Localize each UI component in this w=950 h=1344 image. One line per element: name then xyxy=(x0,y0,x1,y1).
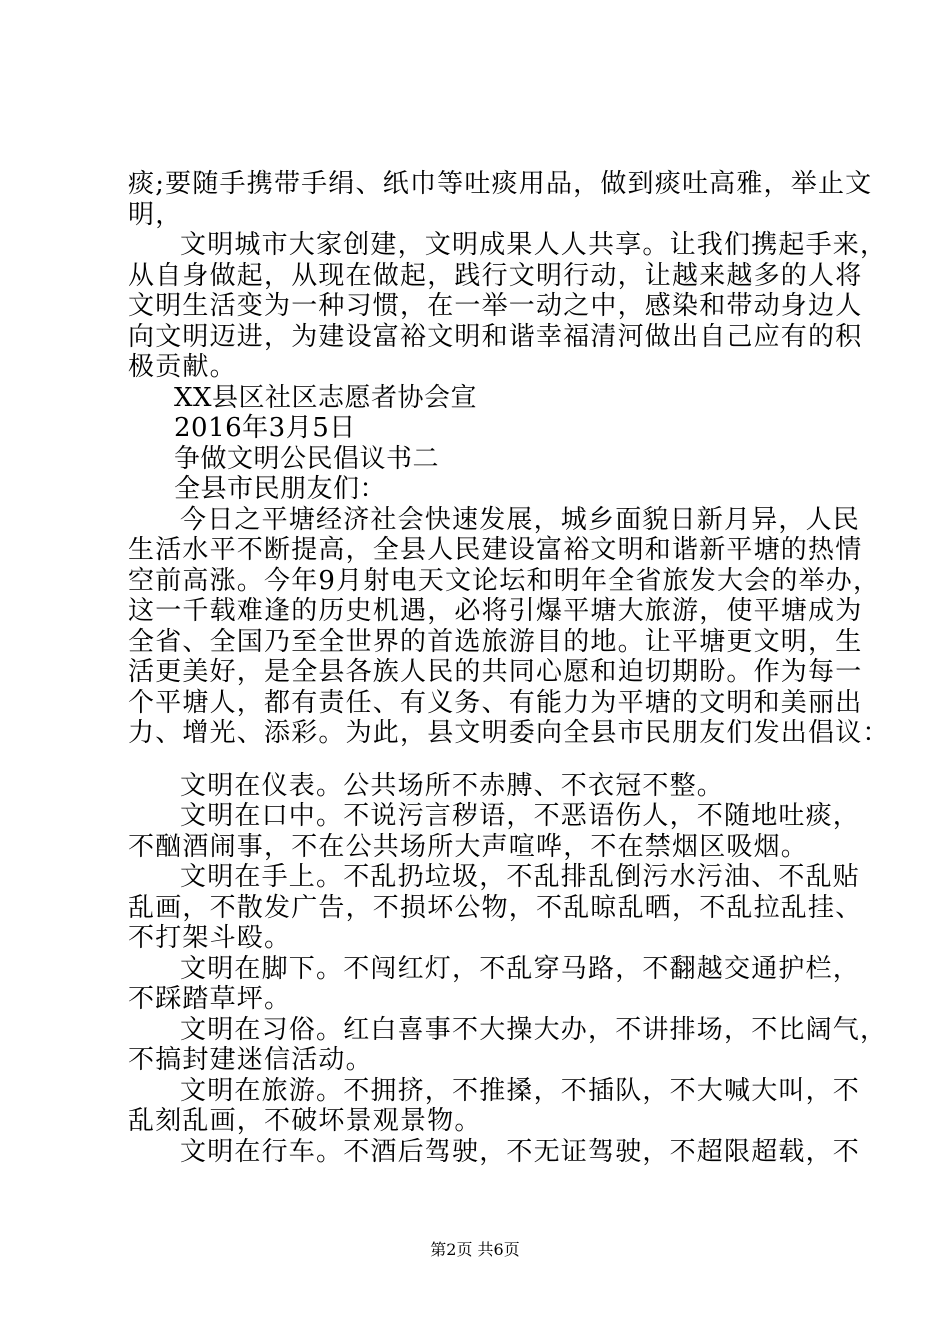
text-line: 不搞封建迷信活动。 xyxy=(128,1045,373,1075)
text-line: 活更美好，是全县各族人民的共同心愿和迫切期盼。作为每一 xyxy=(128,657,863,687)
text-line: 痰;要随手携带手绢、纸巾等吐痰用品，做到痰吐高雅，举止文 xyxy=(128,169,873,199)
proposal-item: 文明在习俗。红白喜事不大操大办，不讲排场，不比阔气， xyxy=(180,1014,888,1045)
proposal-item: 文明在脚下。不闯红灯，不乱穿马路，不翻越交通护栏， xyxy=(180,953,861,984)
salutation: 全县市民朋友们： xyxy=(174,474,387,504)
proposal-item: 文明在手上。不乱扔垃圾，不乱排乱倒污水污油、不乱贴 xyxy=(180,862,861,892)
date-line: 2016年3月5日 xyxy=(174,413,356,443)
text-line: 生活水平不断提高，全县人民建设富裕文明和谐新平塘的热情 xyxy=(128,535,863,565)
text-line: 明， xyxy=(128,199,183,230)
proposal-item: 文明在行车。不酒后驾驶，不无证驾驶，不超限超载，不 xyxy=(180,1136,861,1167)
text-line: 力、增光、添彩。为此，县文明委向全县市民朋友们发出倡议： xyxy=(128,718,890,748)
page-number: 第2页 共6页 xyxy=(430,1240,520,1259)
text-line: 这一千载难逢的历史机遇，必将引爆平塘大旅游，使平塘成为 xyxy=(128,596,863,626)
text-line: 个平塘人，都有责任、有义务、有能力为平塘的文明和美丽出 xyxy=(128,687,863,718)
text-line: 乱画，不散发广告，不损坏公物，不乱晾乱晒，不乱拉乱挂、 xyxy=(128,892,863,923)
text-line: 不打架斗殴。 xyxy=(128,923,292,953)
proposal-item: 文明在口中。不说污言秽语，不恶语伤人，不随地吐痰， xyxy=(180,801,861,831)
text-line: 乱刻乱画，不破坏景观景物。 xyxy=(128,1106,482,1136)
text-line: 全省、全国乃至全世界的首选旅游目的地。让平塘更文明，生 xyxy=(128,626,863,657)
text-line: 不酗酒闹事，不在公共场所大声喧哗，不在禁烟区吸烟。 xyxy=(128,831,809,862)
signature-line: XX县区社区志愿者协会宣 xyxy=(174,382,478,413)
paragraph-gap xyxy=(128,749,838,771)
document-body xyxy=(128,169,890,1167)
paragraph-start: 今日之平塘经济社会快速发展，城乡面貌日新月异，人民 xyxy=(180,504,861,535)
text-line: 不踩踏草坪。 xyxy=(128,984,292,1014)
proposal-item: 文明在仪表。公共场所不赤膊、不衣冠不整。 xyxy=(180,770,725,801)
text-line: 从自身做起，从现在做起，践行文明行动，让越来越多的人将 xyxy=(128,260,863,291)
text-line: 极贡献。 xyxy=(128,352,237,382)
text-line: 文明生活变为一种习惯，在一举一动之中，感染和带动身边人 xyxy=(128,291,863,321)
text-line: 向文明迈进，为建设富裕文明和谐幸福清河做出自己应有的积 xyxy=(128,321,863,352)
text-line: 空前高涨。今年9月射电天文论坛和明年全省旅发大会的举办， xyxy=(128,565,881,596)
section-title: 争做文明公民倡议书二 xyxy=(174,443,440,474)
paragraph-start: 文明城市大家创建，文明成果人人共享。让我们携起手来， xyxy=(180,230,888,260)
proposal-item: 文明在旅游。不拥挤，不推搡，不插队，不大喊大叫，不 xyxy=(180,1075,861,1106)
